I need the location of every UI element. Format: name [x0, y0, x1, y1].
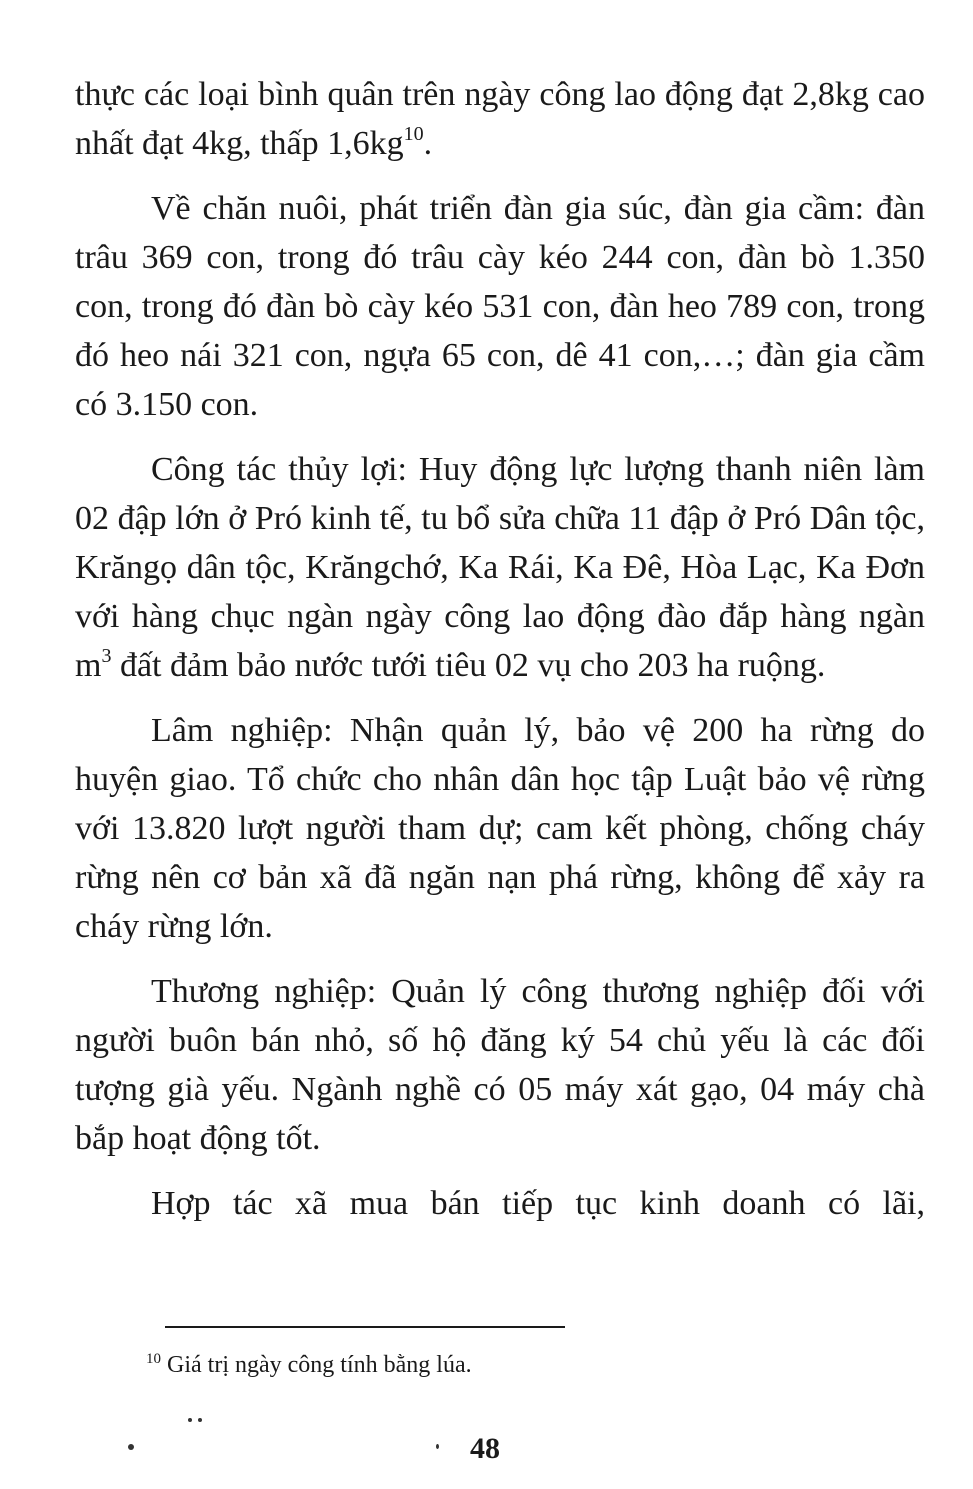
- paragraph-irrigation: Công tác thủy lợi: Huy động lực lượng thanh niên làm 02 đập lớn ở Pró kinh tế, tu bổ sửa chữa 11 đập ở Pró Dân tộc, Krăngọ dân tộc, Krăngchớ, Ka Rái, Ka Đê, Hòa Lạc, Ka Đơn với hàng chục ngàn ngày công lao động đào đắp hàng ngàn $m^3$ đất đảm bảo nước tưới tiêu 02 vụ cho 203 ha ruộng.: [75, 451, 925, 684]
- scan-speck: [188, 1418, 192, 1422]
- scan-speck: [436, 1444, 439, 1449]
- page-number: 48: [470, 1432, 500, 1465]
- footnote-reference[interactable]: 10: [403, 123, 424, 145]
- paragraph-commerce: Thương nghiệp: Quản lý công thương nghiệp đối với người buôn bán nhỏ, số hộ đăng ký 54 chủ yếu là các đối tượng già yếu. Ngành nghề có 05 máy xát gạo, 04 máy chà bắp hoạt động tốt.: [75, 973, 925, 1157]
- footnote: [146, 1350, 472, 1380]
- paragraph-cooperative: Hợp tác xã mua bán tiếp tục kinh doanh có lãi,: [151, 1185, 925, 1222]
- cubic-superscript: 3: [101, 645, 112, 667]
- footnote-text: Giá trị ngày công tính bằng lúa.: [161, 1352, 472, 1378]
- body-text: [75, 70, 925, 1244]
- scan-speck: [198, 1418, 202, 1422]
- footnote-number: 10: [146, 1351, 161, 1367]
- paragraph-forestry: Lâm nghiệp: Nhận quản lý, bảo vệ 200 ha rừng do huyện giao. Tổ chức cho nhân dân học tập Luật bảo vệ rừng với 13.820 lượt người tham dự; cam kết phòng, chống cháy rừng nên cơ bản xã đã ngăn nạn phá rừng, không để xảy ra cháy rừng lớn.: [75, 712, 925, 945]
- paragraph-livestock: Về chăn nuôi, phát triển đàn gia súc, đàn gia cầm: đàn trâu 369 con, trong đó trâu cày kéo 244 con, đàn bò 1.350 con, trong đó đàn bò cày kéo 531 con, đàn heo 789 con, trong đó heo nái 321 con, ngựa 65 con, dê 41 con,…; đàn gia cầm có 3.150 con.: [75, 190, 925, 423]
- scan-speck: [128, 1444, 134, 1450]
- footnote-divider: [165, 1326, 565, 1328]
- paragraph-rice-yield: thực các loại bình quân trên ngày công lao động đạt 2,8kg cao nhất đạt 4kg, thấp $1,6kg^{10}$.: [75, 76, 925, 162]
